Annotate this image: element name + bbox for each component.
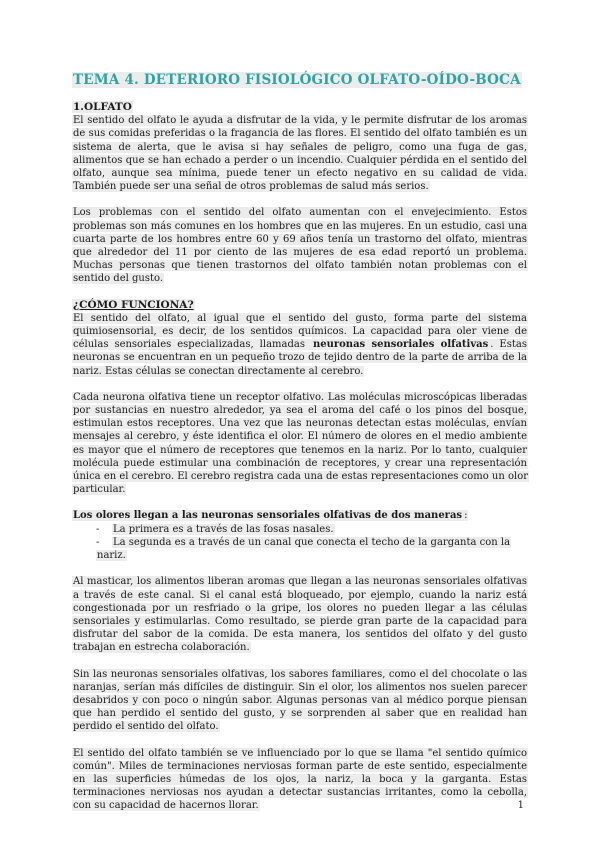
list-intro [72, 509, 528, 522]
paragraph-sentido-quimico-comun [72, 747, 528, 813]
paragraph-sabores [72, 668, 528, 734]
paragraph-text: Cada neurona olfativa tiene un receptor olfativo. Las moléculas microscópicas liberadas por sustancias en nuestro alrededor, ya sea el aroma del café o los pinos del bosque, estimulan estos receptores. Una vez que las neuronas detectan estas moléculas, envían mensajes al cerebro, y éste identifica el olor. El número de olores en el medio ambiente es mayor que el número de receptores que tenemos en la nariz. Por lo tanto, cualquier molécula puede estimular una combinación de receptores, y crear una representación única en el cerebro. El cerebro registra cada una de estas representaciones como un olor particular. [73, 391, 528, 496]
paragraph-olfato-aging [72, 206, 528, 285]
dash-marker: - [96, 536, 100, 548]
section-heading-olfato-text: 1.OLFATO [73, 101, 132, 113]
list-item [96, 536, 528, 562]
list-item-text: La primera es a través de las fosas nasales. [113, 523, 334, 535]
list-item [96, 523, 528, 536]
paragraph-text: Al masticar, los alimentos liberan aromas que llegan a las neuronas sensoriales olfativas a través de este canal. Si el canal está bloqueado, por ejemplo, cuando la nariz está congestionada por un resfriado o la gripe, los olores no pueden llegar a las células sensoriales y estimularlas. Como resultado, se pierde gran parte de la capacidad para disfrutar del sabor de la comida. De esta manera, los sentidos del olfato y del gusto trabajan en estrecha colaboración. [73, 576, 527, 654]
page-title [72, 72, 528, 89]
paragraph-text: . Estas neuronas se encuentran en un pequeño trozo de tejido dentro de la parte de arriba de la nariz. Estas células se conectan directamente al cerebro. [73, 339, 527, 377]
paragraph-text: El sentido del olfato también se ve influenciado por lo que se llama "el sentido químico común". Miles de terminaciones nerviosas forman parte de este sentido, especialmente en las superficies húmedas de los ojos, la nariz, la boca y la garganta. Estas terminaciones nerviosas nos ayudan a detectar sustancias irritantes, como la cebolla, con su capacidad de hacernos llorar. [73, 747, 527, 812]
paragraph-text: Los problemas con el sentido del olfato aumentan con el envejecimiento. Estos problemas son más comunes en los hombres que en las mujeres. En un estudio, casi una cuarta parte de los hombres entre 60 y 69 años tenía un trastorno del olfato, mientras que alrededor del 11 por ciento de las mujeres de esa edad reportó un problema. Muchas personas que tienen trastornos del olfato también notan problemas con el sentido del gusto. [73, 207, 527, 285]
paragraph-receptor-olfativo [72, 391, 528, 497]
list-intro-bold-text: Los olores llegan a las neuronas sensoriales olfativas de dos maneras [73, 510, 463, 522]
page-title-text: TEMA 4. DETERIORO FISIOLÓGICO OLFATO-OÍDO-BOCA [73, 72, 521, 88]
two-ways-list [72, 523, 528, 563]
paragraph-bold-term: neuronas sensoriales olfativas [312, 339, 489, 351]
paragraph-text: El sentido del olfato le ayuda a disfrutar de la vida, y le permite disfrutar de los aromas de sus comidas preferidas o la fragancia de las flores. El sentido del olfato también es un sistema de alerta, que le avisa si hay señales de peligro, como una fuga de gas, alimentos que se han echado a perder o un incendio. Cualquier pérdida en el sentido del olfato, aunque sea mínima, puede tener un efecto negativo en su calidad de vida. También puede ser una señal de otros problemas de salud más serios. [73, 115, 527, 193]
list-item-text: La segunda es a través de un canal que conecta el techo de la garganta con la nariz. [97, 536, 511, 562]
paragraph-masticar [72, 575, 528, 654]
section-heading-como-funciona [72, 299, 528, 312]
list-intro-colon: : [464, 510, 468, 522]
paragraph-quimiosensorial [72, 312, 528, 378]
page-number: 1 [517, 800, 524, 811]
paragraph-olfato-intro [72, 114, 528, 193]
paragraph-text: Sin las neuronas sensoriales olfativas, los sabores familiares, como el del chocolate o las naranjas, serían más difíciles de distinguir. Sin el olor, los alimentos nos suelen parecer desabridos y con poco o ningún sabor. Algunas personas van al médico porque piensan que han perdido el sentido del gusto, y se sorprenden al saber que en realidad han perdido el sentido del olfato. [73, 668, 527, 733]
paragraph-text: El sentido del olfato, al igual que el sentido del gusto, forma parte del sistema quimiosensorial, es decir, de los sentidos químicos. La capacidad para oler viene de células sensoriales especializadas, llamadas [73, 312, 527, 351]
section-heading-olfato [72, 101, 528, 114]
section-heading-como-funciona-text: ¿CÓMO FUNCIONA? [73, 298, 194, 311]
dash-marker: - [96, 523, 100, 535]
